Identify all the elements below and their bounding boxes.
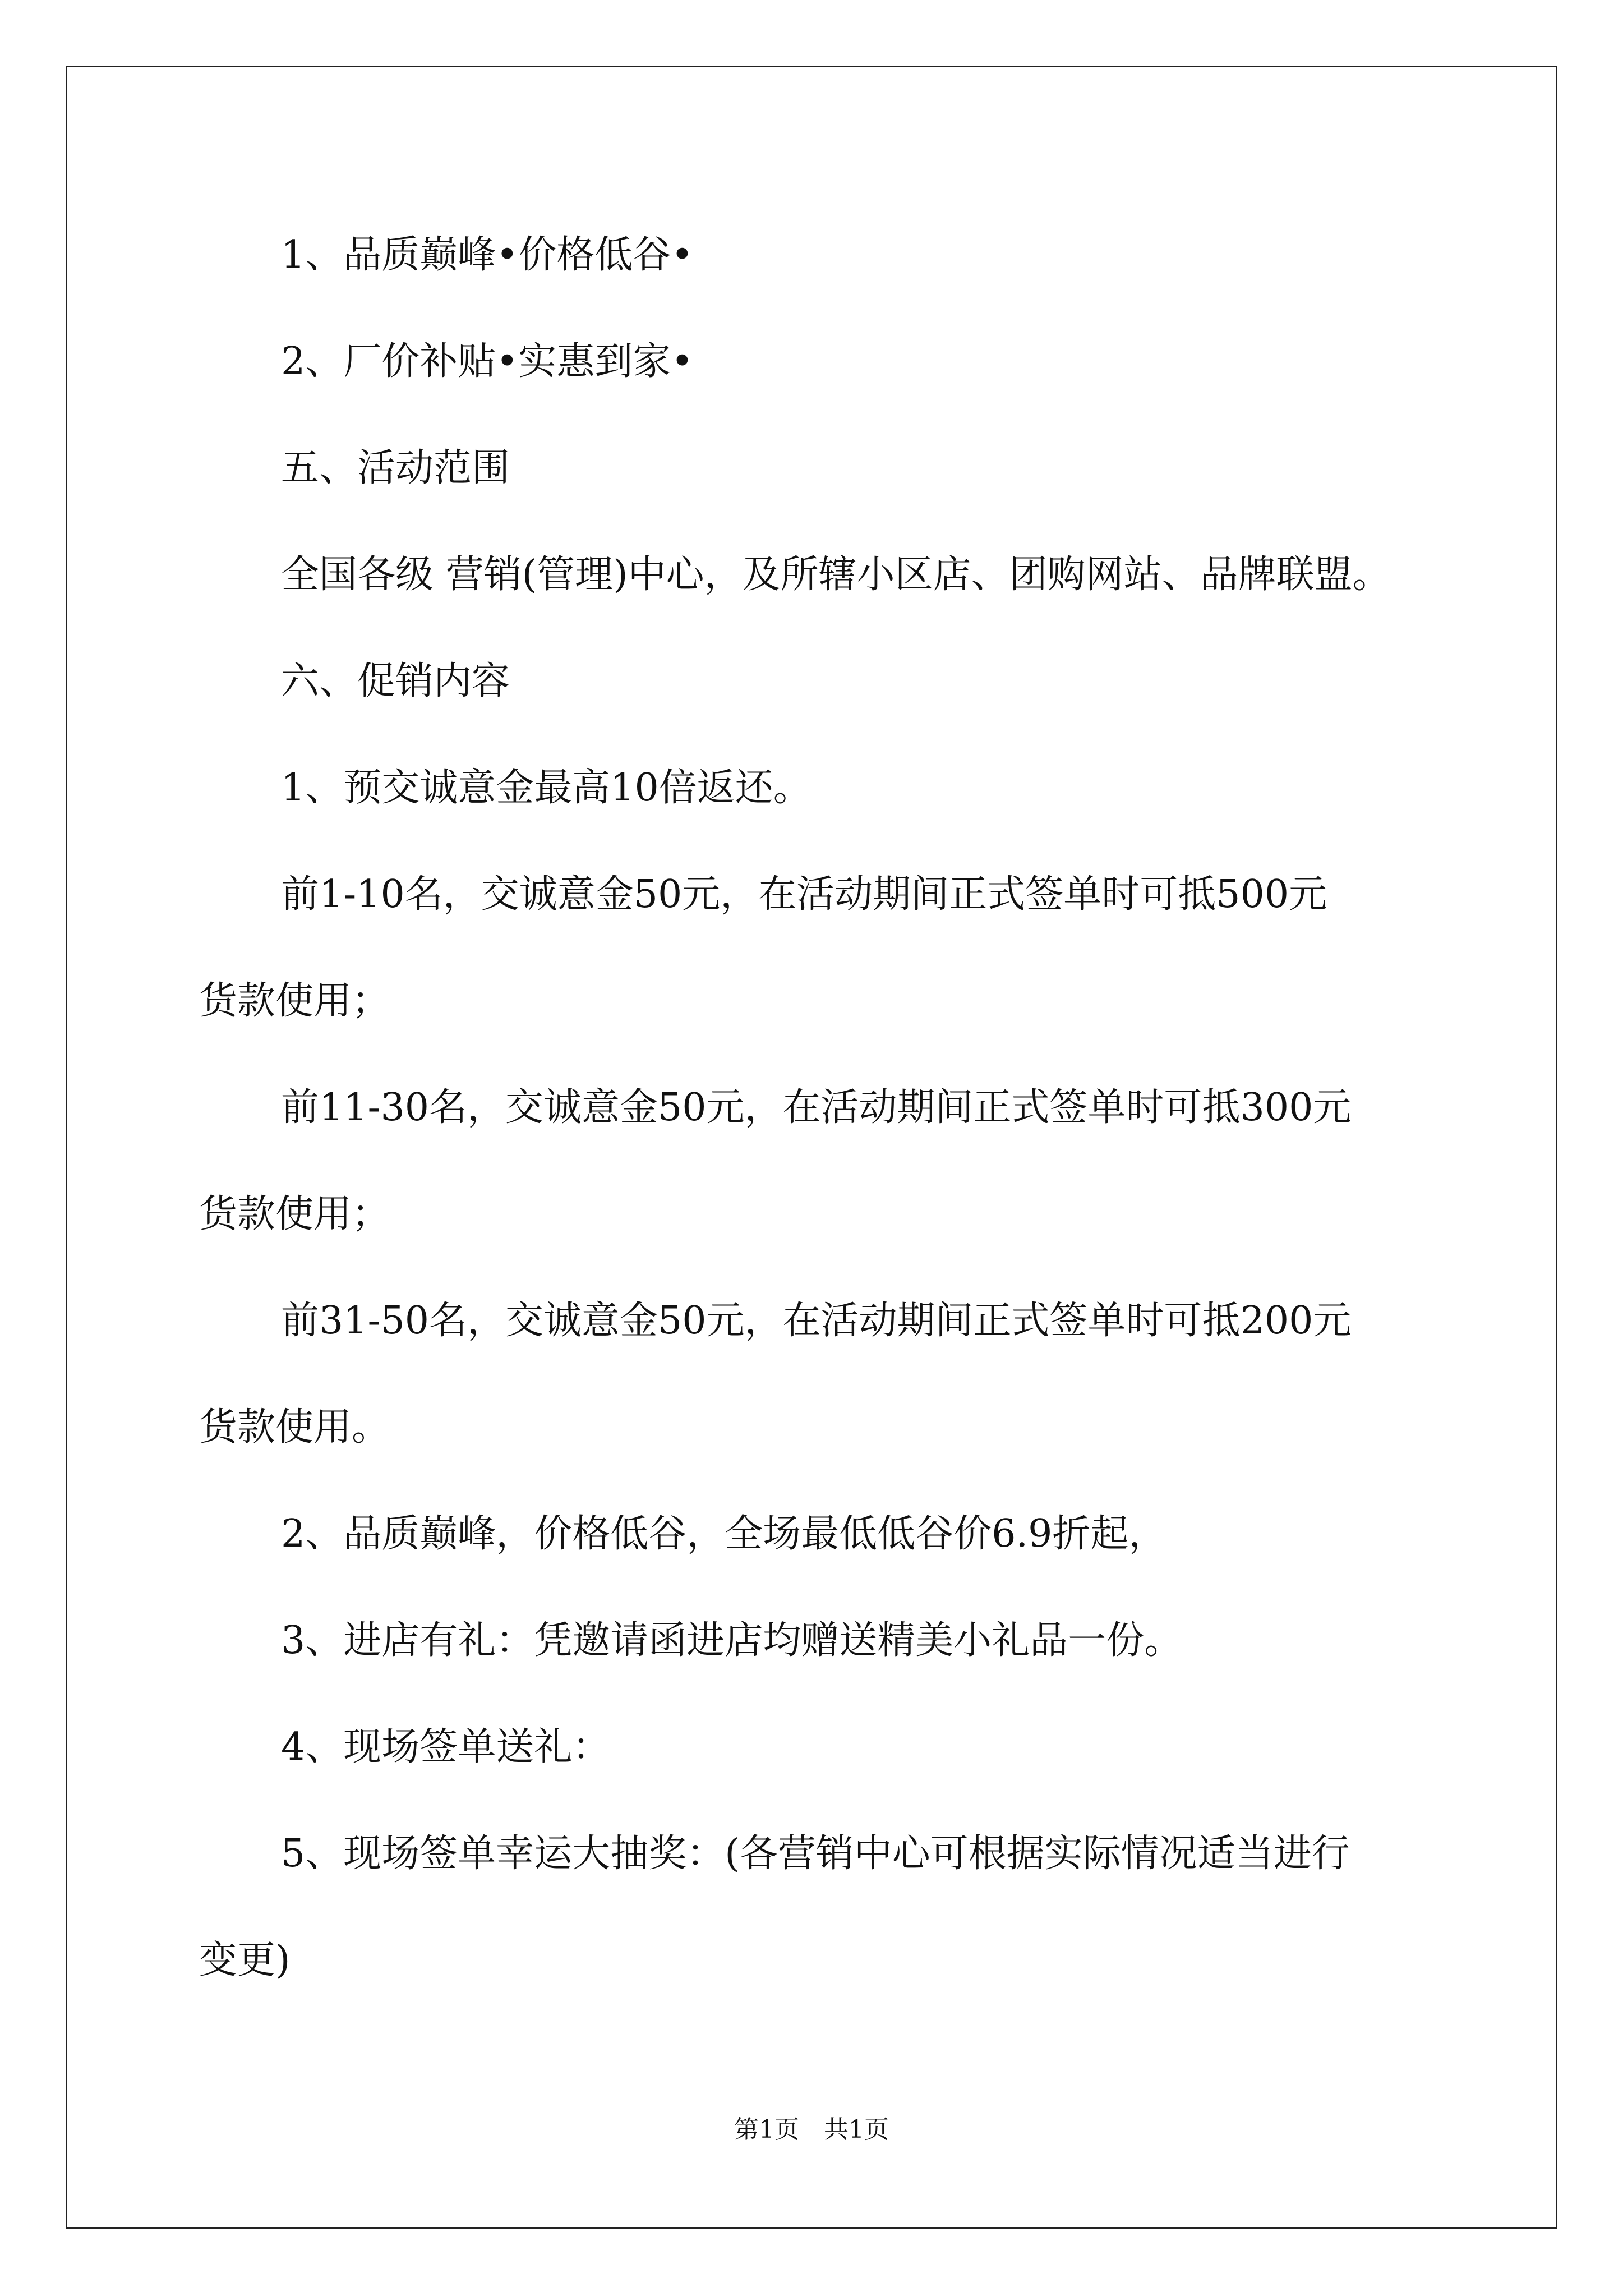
paragraph-deposit-return: 1、预交诚意金最高10倍返还。	[281, 766, 811, 810]
paragraph-discount: 2、品质巅峰，价格低谷，全场最低低谷价6.9折起，	[281, 1512, 1167, 1556]
paragraph-tier-1: 前1-10名，交诚意金50元，在活动期间正式签单时可抵500元	[281, 872, 1327, 917]
paragraph-slogan-1: 1、品质巅峰•价格低谷•	[281, 233, 694, 277]
paragraph-lucky-draw: 5、现场签单幸运大抽奖：(各营销中心可根据实际情况适当进行	[281, 1832, 1350, 1876]
paragraph-tier-2-cont: 货款使用；	[199, 1192, 390, 1236]
paragraph-tier-2: 前11-30名，交诚意金50元，在活动期间正式签单时可抵300元	[281, 1085, 1352, 1130]
document-body	[199, 202, 1433, 2014]
page-number-footer: 第1页 共1页	[734, 2115, 889, 2144]
paragraph-activity-scope: 全国各级 营销(管理)中心，及所辖小区店、团购网站、品牌联盟。	[281, 553, 1391, 597]
heading-promotion-content: 六、促销内容	[281, 659, 510, 703]
paragraph-tier-1-cont: 货款使用；	[199, 979, 390, 1023]
paragraph-sign-gift: 4、现场签单送礼：	[281, 1725, 611, 1769]
paragraph-tier-3-cont: 货款使用。	[199, 1405, 390, 1450]
heading-activity-scope: 五、活动范围	[281, 446, 510, 490]
paragraph-gift: 3、进店有礼：凭邀请函进店均赠送精美小礼品一份。	[281, 1618, 1183, 1663]
paragraph-slogan-2: 2、厂价补贴•实惠到家•	[281, 339, 694, 384]
paragraph-tier-3: 前31-50名，交诚意金50元，在活动期间正式签单时可抵200元	[281, 1299, 1352, 1343]
paragraph-lucky-draw-cont: 变更)	[199, 1938, 291, 1982]
